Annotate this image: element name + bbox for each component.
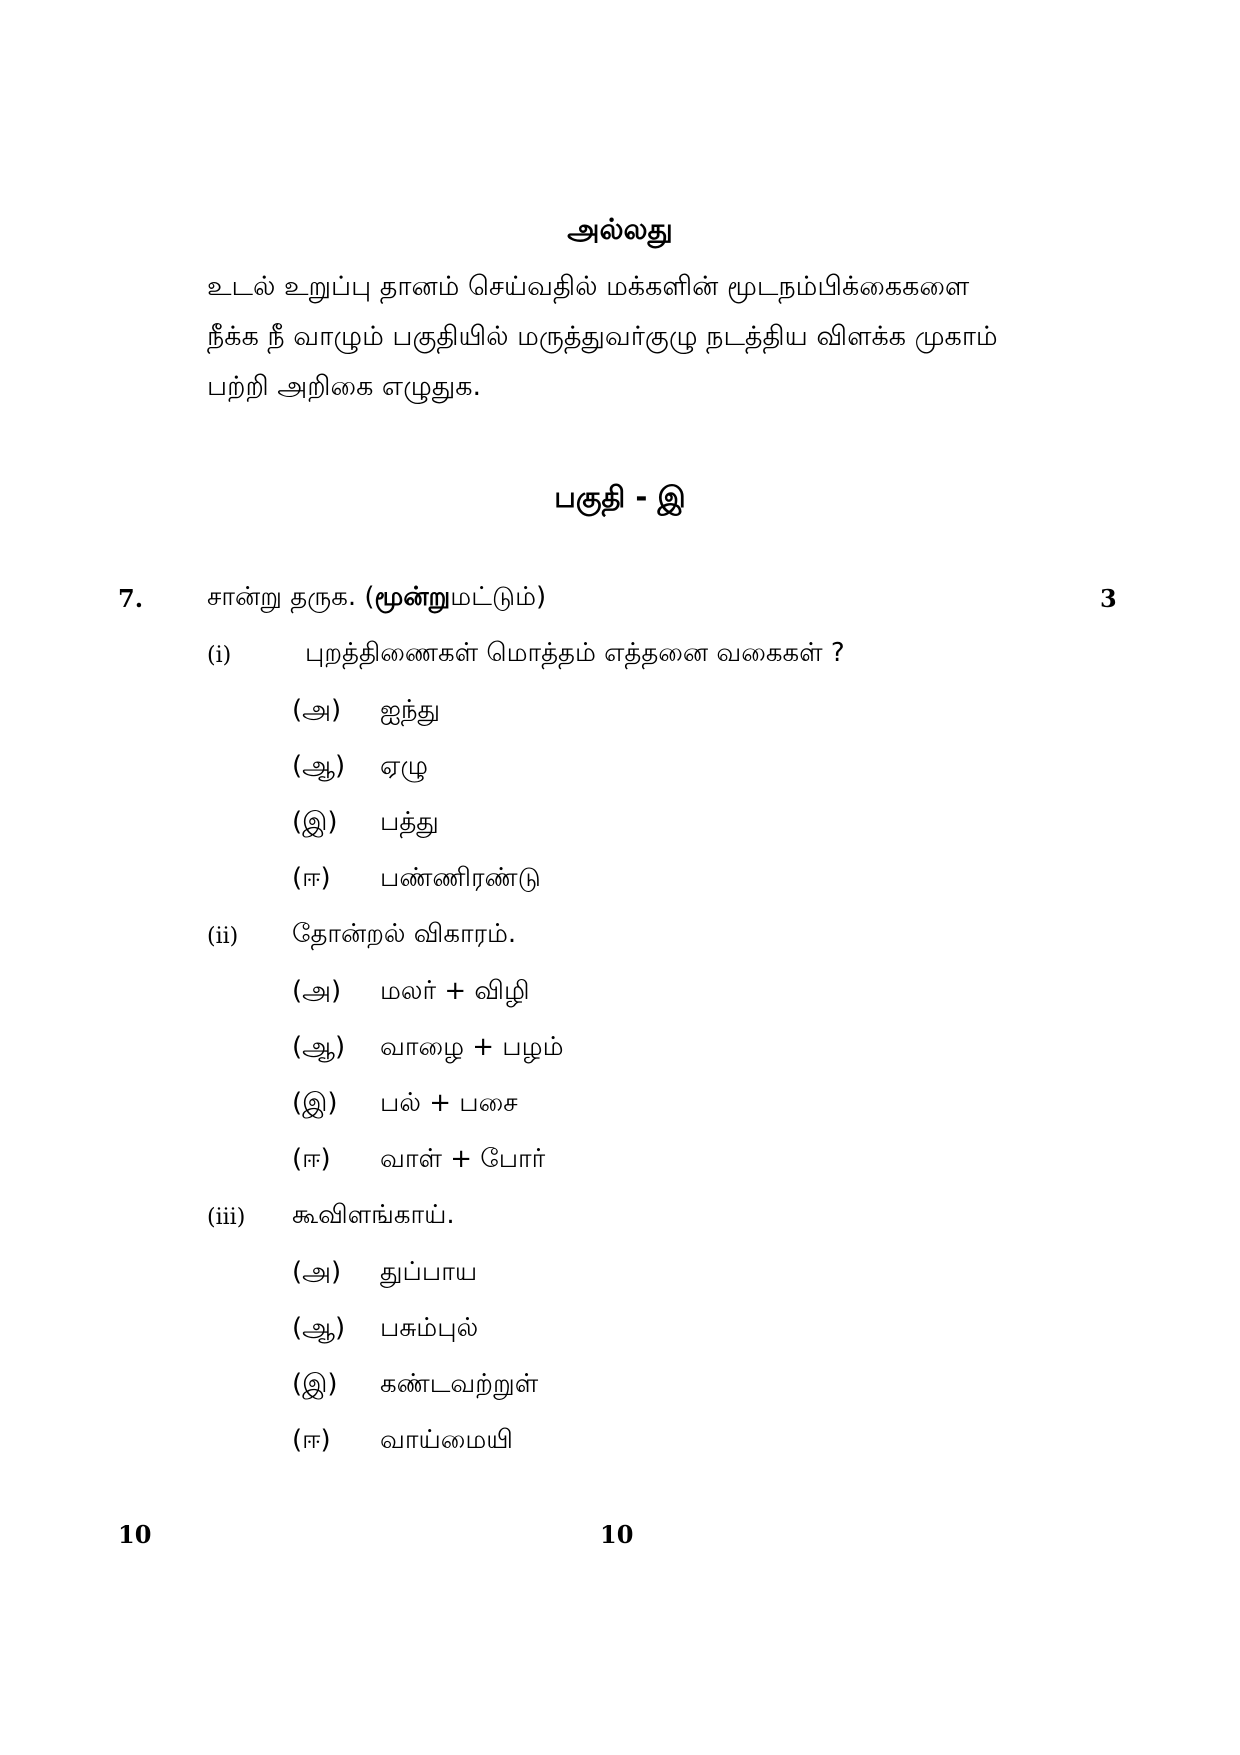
essay-line: நீக்க நீ வாழும் பகுதியில் மருத்துவர்குழு நடத்திய விளக்க முகாம் [207,321,998,352]
option-label: (ஆ) [292,1032,346,1062]
option-text: வாய்மையி [380,1425,513,1455]
option-item [292,1313,478,1353]
subquestion-text: தோன்றல் விகாரம். [292,919,517,949]
option-item [292,1425,513,1465]
option-label: (இ) [292,1369,338,1399]
option-item [292,1369,538,1409]
option-label: (அ) [292,976,342,1006]
subquestion-text: கூவிளங்காய். [292,1200,455,1230]
option-item [292,1032,564,1072]
option-item [292,1088,518,1128]
essay-line: உடல் உறுப்பு தானம் செய்வதில் மக்களின் மூடநம்பிக்கைகளை [207,271,970,302]
option-text: கண்டவற்றுள் [380,1369,539,1399]
option-text: வாள் + போர் [380,1144,546,1174]
option-label: (ஈ) [292,863,331,893]
option-label: (இ) [292,807,338,837]
section-title: பகுதி - இ [554,480,686,514]
subquestion-text: புறத்திணைகள் மொத்தம் எத்தனை வகைகள் ? [305,638,845,668]
essay-prompt [207,262,1067,412]
question-number: 7. [118,584,144,613]
option-text: மலர் + விழி [380,976,530,1006]
footer-code: 10 [118,1520,152,1549]
option-text: வாழை + பழம் [380,1032,564,1062]
subquestion-number: (i) [207,643,232,668]
option-item [292,1144,545,1184]
question-text-bold: மூன்று [374,582,451,612]
option-item [292,863,541,903]
question-text-suffix: மட்டும்) [450,582,547,612]
option-label: (அ) [292,695,342,725]
option-label: (அ) [292,1257,342,1287]
option-text: பல் + பசை [380,1088,518,1118]
option-text: ஏழு [380,751,429,781]
question-marks: 3 [1100,584,1117,613]
option-label: (ஈ) [292,1144,331,1174]
subquestion-number: (ii) [207,924,239,949]
subquestion-number: (iii) [207,1205,246,1230]
option-text: பசும்புல் [380,1313,479,1343]
option-text: பண்ணிரண்டு [380,863,541,893]
page-number: 10 [600,1520,634,1549]
option-text: பத்து [380,807,439,837]
question-text-prefix: சான்று தருக. ( [207,582,375,612]
option-item [292,751,428,791]
option-item [292,1257,477,1297]
option-text: ஐந்து [380,695,441,725]
option-text: துப்பாய [380,1257,478,1287]
option-label: (ஆ) [292,751,346,781]
option-item [292,695,440,735]
option-label: (ஈ) [292,1425,331,1455]
option-label: (இ) [292,1088,338,1118]
question-text [207,582,546,615]
option-item [292,976,530,1016]
essay-line: பற்றி அறிகை எழுதுக. [207,371,482,402]
or-heading: அல்லது [567,212,673,246]
option-label: (ஆ) [292,1313,346,1343]
option-item [292,807,439,847]
